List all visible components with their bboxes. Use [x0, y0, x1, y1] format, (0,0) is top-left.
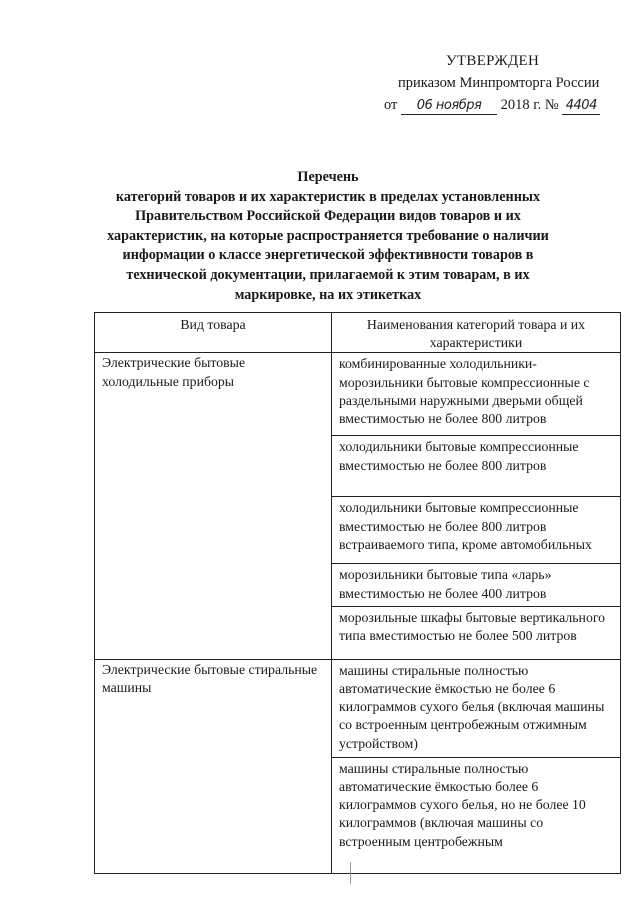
approval-block [384, 50, 624, 116]
category-cell: морозильные шкафы бытовые вертикального типа вместимостью не более 500 литров [332, 606, 621, 659]
product-type-cell: Электрические бытовые холодильные приборы [95, 353, 332, 659]
page-fold-mark [350, 862, 351, 884]
category-cell: холодильники бытовые компрессионные вместимостью не более 800 литров [332, 436, 621, 497]
document-heading [100, 168, 556, 305]
category-cell: холодильники бытовые компрессионные вместимостью не более 800 литров встраиваемого типа, кроме автомобильных [332, 497, 621, 564]
approval-order: приказом Минпромторга России [398, 75, 600, 91]
categories-table [94, 312, 621, 874]
header-category-names: Наименования категорий товара и их характеристики [332, 313, 621, 353]
table-row [95, 659, 621, 757]
product-type-cell: Электрические бытовые стиральные машины [95, 659, 332, 873]
handwritten-date: 06 ноября [401, 97, 497, 115]
category-cell: машины стиральные полностью автоматические ёмкостью не более 6 килограммов сухого белья (включая машины со встроенным центробежным отжимным устройством) [332, 659, 621, 757]
category-cell: машины стиральные полностью автоматические ёмкостью более 6 килограммов сухого белья, но не более 10 килограммов (включая машины со встроенным центробежным [332, 757, 621, 873]
heading-text: категорий товаров и их характеристик в пределах установленных Правительством Российской Федерации видов товаров и их характеристик, на которые распространяется требование о наличии информации о классе энергетической эффективности товаров в технической документации, прилагаемой к этим товарам, в их маркировке, на их этикетках [107, 188, 549, 303]
category-cell: комбинированные холодильники-морозильники бытовые компрессионные с раздельными наружными дверьми общей вместимостью не более 800 литров [332, 353, 621, 436]
year-text: 2018 г. № [500, 97, 559, 113]
category-cell: морозильники бытовые типа «ларь» вместимостью не более 400 литров [332, 564, 621, 606]
approval-title: УТВЕРЖДЕН [446, 53, 540, 69]
table-row [95, 353, 621, 436]
page-bottom-cut [0, 886, 640, 905]
date-prefix: от [384, 97, 398, 113]
table-header-row [95, 313, 621, 353]
header-product-type: Вид товара [95, 313, 332, 353]
approval-date-line [384, 94, 624, 116]
handwritten-order-number: 4404 [562, 97, 600, 115]
heading-title: Перечень [297, 169, 359, 185]
